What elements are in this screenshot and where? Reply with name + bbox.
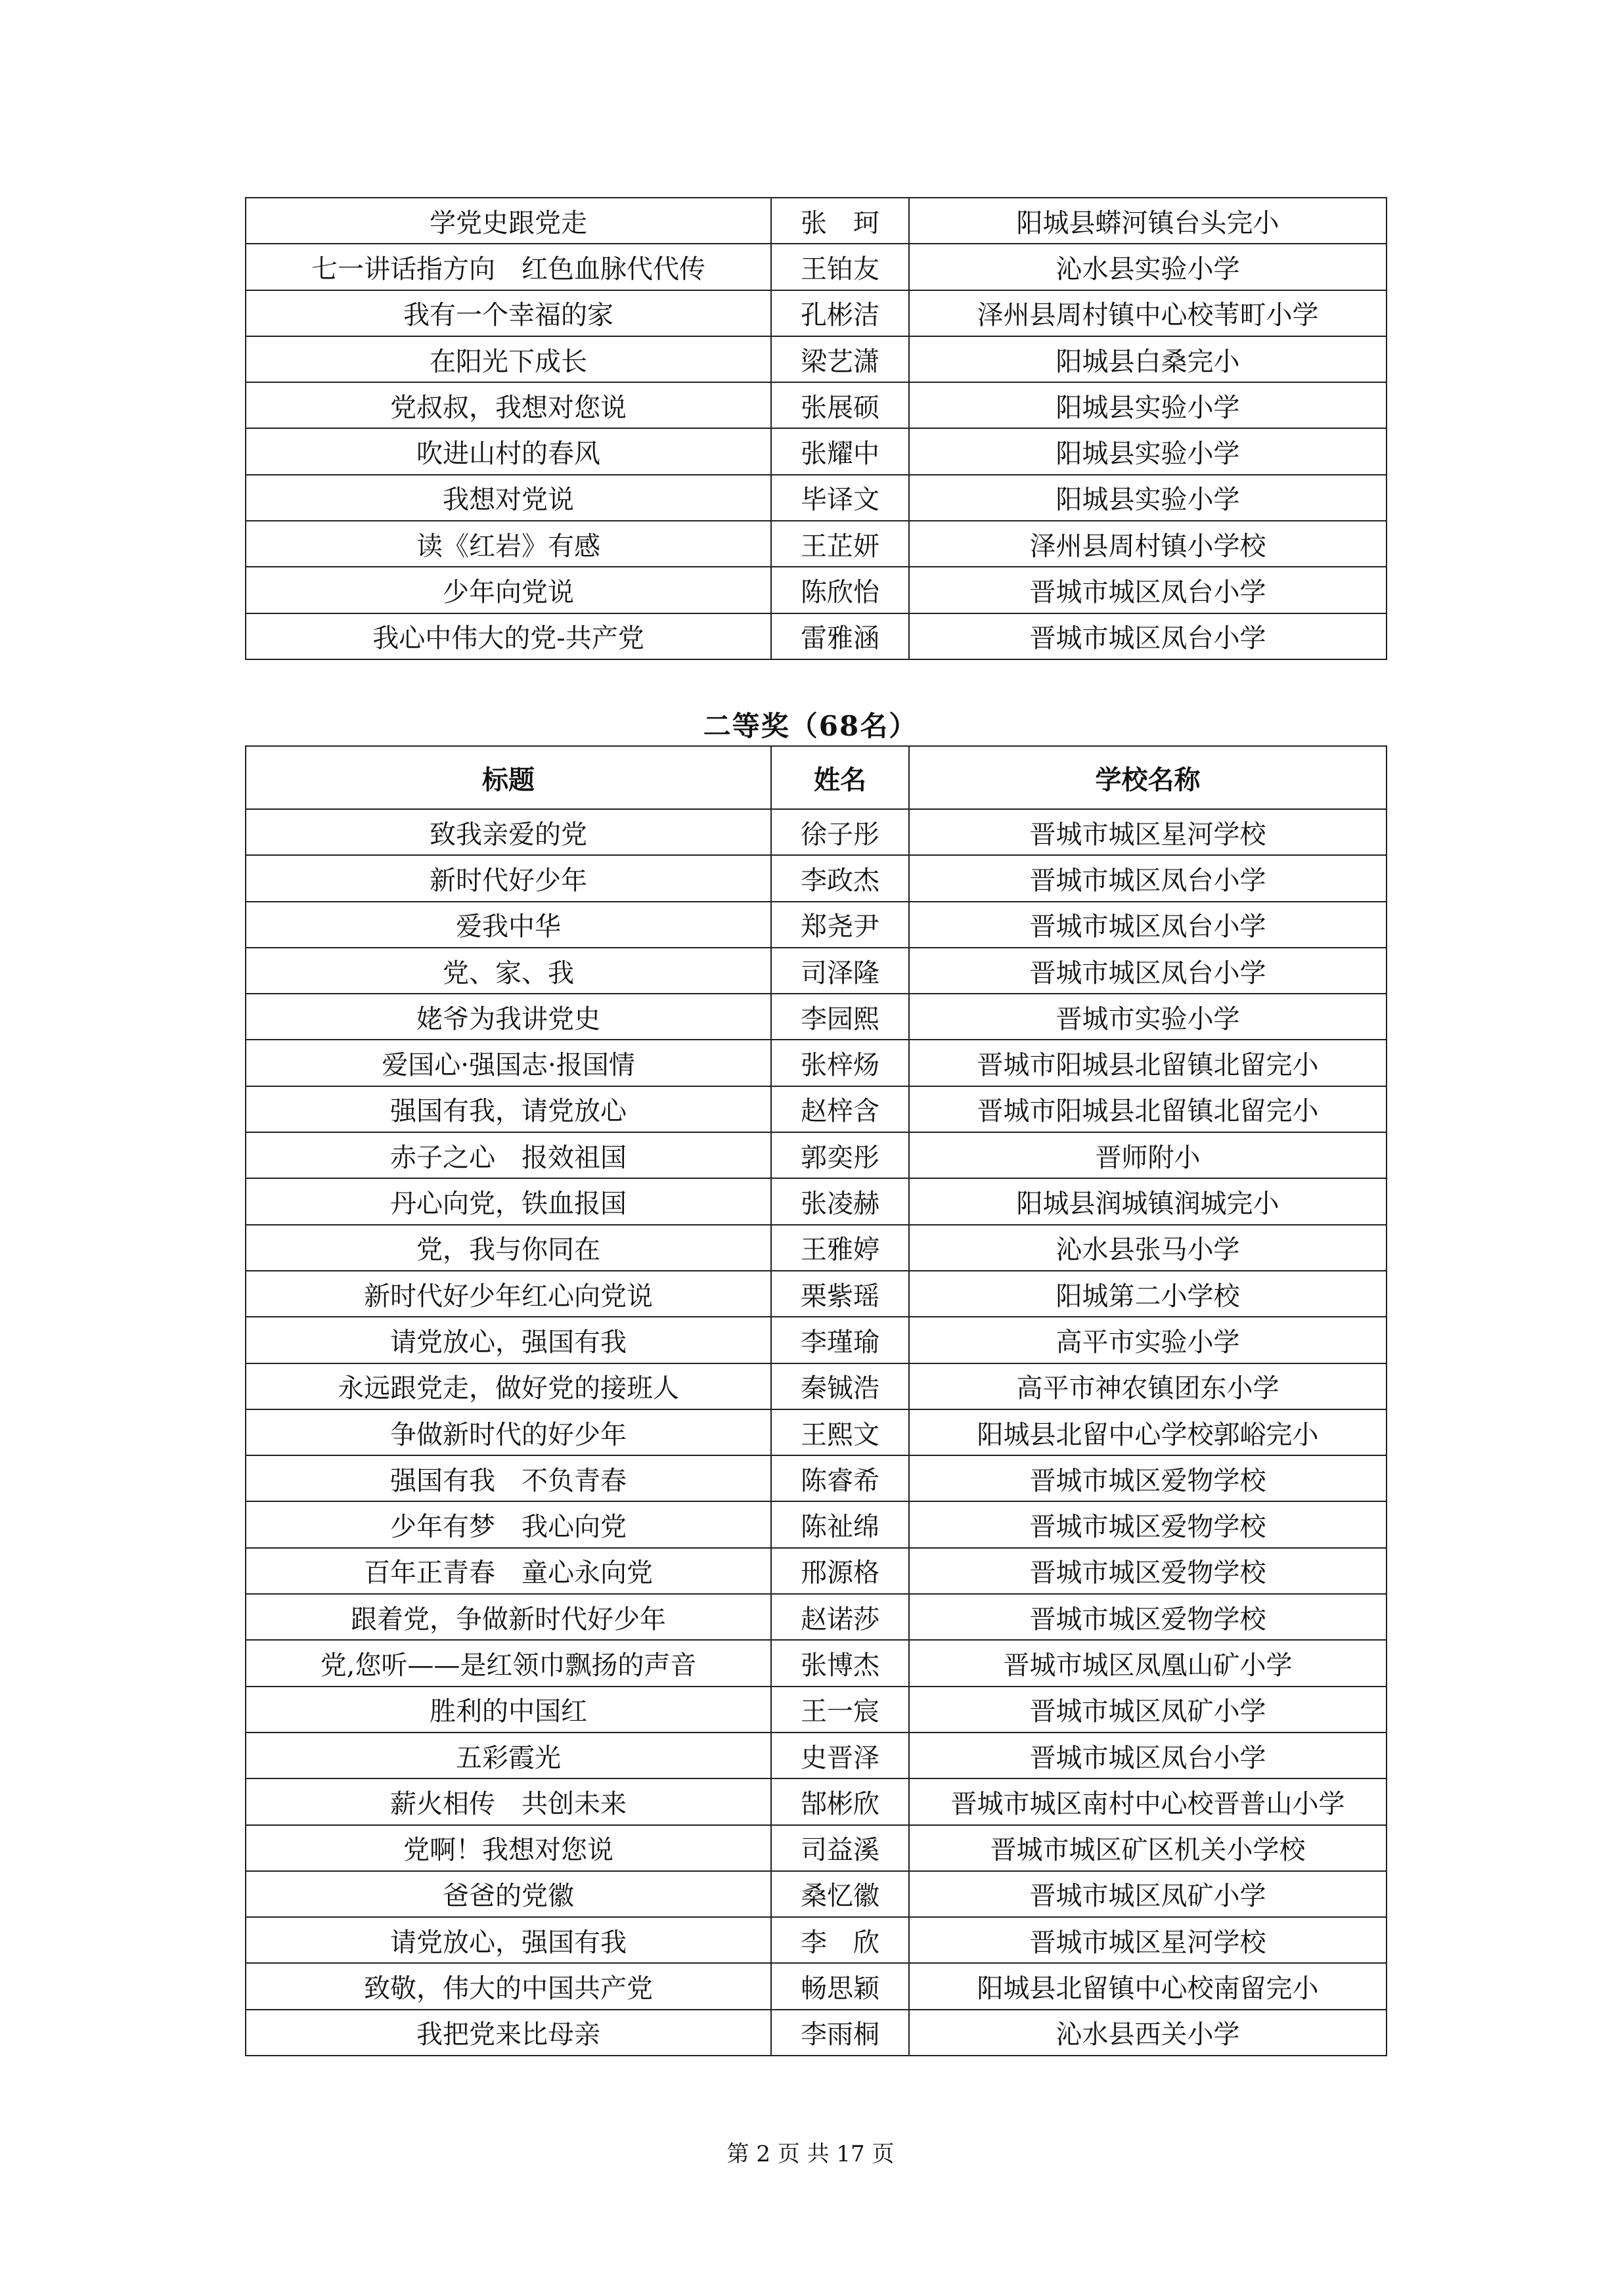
cell-school: 晋城市城区凤台小学 — [909, 567, 1387, 613]
cell-name: 司益溪 — [771, 1825, 909, 1871]
cell-title: 强国有我 不负青春 — [246, 1455, 771, 1501]
cell-name: 陈睿希 — [771, 1455, 909, 1501]
cell-name: 张耀中 — [771, 428, 909, 474]
cell-title: 百年正青春 童心永向党 — [246, 1548, 771, 1594]
cell-name: 邢源格 — [771, 1548, 909, 1594]
cell-school: 阳城县蟒河镇台头完小 — [909, 198, 1387, 244]
cell-title: 爱我中华 — [246, 902, 771, 948]
table-row — [246, 1871, 1387, 1917]
cell-title: 党叔叔，我想对您说 — [246, 382, 771, 428]
cell-school: 阳城县实验小学 — [909, 428, 1387, 474]
cell-name: 孔彬洁 — [771, 290, 909, 336]
cell-title: 致敬，伟大的中国共产党 — [246, 1963, 771, 2009]
cell-school: 晋城市城区星河学校 — [909, 809, 1387, 855]
table-row — [246, 1594, 1387, 1640]
cell-name: 梁艺潇 — [771, 336, 909, 382]
cell-title: 爸爸的党徽 — [246, 1871, 771, 1917]
column-header-title: 标题 — [246, 746, 771, 809]
cell-name: 毕译文 — [771, 475, 909, 521]
cell-name: 赵诺莎 — [771, 1594, 909, 1640]
table-row — [246, 1271, 1387, 1317]
cell-school: 晋城市城区凤凰山矿小学 — [909, 1640, 1387, 1686]
table-row — [246, 198, 1387, 244]
cell-title: 党啊！我想对您说 — [246, 1825, 771, 1871]
cell-title: 爱国心·强国志·报国情 — [246, 1040, 771, 1086]
cell-school: 阳城县北留镇中心校南留完小 — [909, 1963, 1387, 2009]
table-row — [246, 475, 1387, 521]
cell-name: 赵梓含 — [771, 1086, 909, 1132]
table-row — [246, 567, 1387, 613]
cell-title: 丹心向党，铁血报国 — [246, 1178, 771, 1224]
cell-title: 胜利的中国红 — [246, 1687, 771, 1733]
cell-school: 晋城市城区爱物学校 — [909, 1501, 1387, 1547]
cell-school: 高平市实验小学 — [909, 1317, 1387, 1363]
cell-school: 阳城第二小学校 — [909, 1271, 1387, 1317]
cell-title: 学党史跟党走 — [246, 198, 771, 244]
cell-title: 赤子之心 报效祖国 — [246, 1132, 771, 1178]
cell-title: 在阳光下成长 — [246, 336, 771, 382]
table-row — [246, 1733, 1387, 1778]
cell-title: 我有一个幸福的家 — [246, 290, 771, 336]
cell-name: 李 欣 — [771, 1917, 909, 1963]
cell-name: 郑尧尹 — [771, 902, 909, 948]
cell-title: 七一讲话指方向 红色血脉代代传 — [246, 244, 771, 290]
cell-name: 李瑾瑜 — [771, 1317, 909, 1363]
table-header-row — [246, 746, 1387, 809]
cell-name: 王雅婷 — [771, 1225, 909, 1271]
award-table-continued — [245, 197, 1387, 660]
cell-name: 张 珂 — [771, 198, 909, 244]
cell-school: 晋城市阳城县北留镇北留完小 — [909, 1086, 1387, 1132]
table-row — [246, 1178, 1387, 1224]
cell-name: 雷雅涵 — [771, 613, 909, 659]
table-row — [246, 1825, 1387, 1871]
cell-name: 王铂友 — [771, 244, 909, 290]
table-row — [246, 521, 1387, 567]
page-footer: 第 2 页 共 17 页 — [726, 2141, 895, 2167]
cell-school: 沁水县实验小学 — [909, 244, 1387, 290]
cell-title: 党,您听——是红领巾飘扬的声音 — [246, 1640, 771, 1686]
cell-school: 晋城市城区南村中心校晋普山小学 — [909, 1778, 1387, 1824]
cell-school: 泽州县周村镇小学校 — [909, 521, 1387, 567]
cell-school: 晋城市城区凤台小学 — [909, 902, 1387, 948]
cell-title: 我想对党说 — [246, 475, 771, 521]
cell-name: 张展硕 — [771, 382, 909, 428]
table-row — [246, 1086, 1387, 1132]
table-row — [246, 1501, 1387, 1547]
cell-school: 晋城市实验小学 — [909, 994, 1387, 1040]
cell-title: 新时代好少年红心向党说 — [246, 1271, 771, 1317]
cell-title: 我把党来比母亲 — [246, 2010, 771, 2056]
table-row — [246, 1640, 1387, 1686]
cell-title: 强国有我，请党放心 — [246, 1086, 771, 1132]
award-table-continued-body — [246, 198, 1387, 659]
cell-name: 李政杰 — [771, 855, 909, 901]
table-row — [246, 1687, 1387, 1733]
cell-school: 晋城市城区凤台小学 — [909, 855, 1387, 901]
table-row — [246, 1917, 1387, 1963]
cell-title: 读《红岩》有感 — [246, 521, 771, 567]
table-row — [246, 428, 1387, 474]
cell-title: 吹进山村的春风 — [246, 428, 771, 474]
cell-title: 请党放心，强国有我 — [246, 1917, 771, 1963]
cell-school: 晋城市城区矿区机关小学校 — [909, 1825, 1387, 1871]
table-row — [246, 1963, 1387, 2009]
cell-name: 司泽隆 — [771, 948, 909, 994]
cell-school: 晋城市城区凤台小学 — [909, 948, 1387, 994]
cell-school: 晋师附小 — [909, 1132, 1387, 1178]
table-row — [246, 336, 1387, 382]
cell-name: 王一宸 — [771, 1687, 909, 1733]
cell-title: 我心中伟大的党-共产党 — [246, 613, 771, 659]
cell-title: 少年有梦 我心向党 — [246, 1501, 771, 1547]
cell-title: 姥爷为我讲党史 — [246, 994, 771, 1040]
cell-name: 郭奕彤 — [771, 1132, 909, 1178]
cell-name: 张凌赫 — [771, 1178, 909, 1224]
cell-name: 李雨桐 — [771, 2010, 909, 2056]
cell-name: 陈欣怡 — [771, 567, 909, 613]
cell-school: 晋城市城区凤台小学 — [909, 613, 1387, 659]
table-row — [246, 1040, 1387, 1086]
table-row — [246, 382, 1387, 428]
cell-school: 晋城市城区星河学校 — [909, 1917, 1387, 1963]
column-header-name: 姓名 — [771, 746, 909, 809]
cell-name: 郜彬欣 — [771, 1778, 909, 1824]
cell-title: 新时代好少年 — [246, 855, 771, 901]
cell-school: 高平市神农镇团东小学 — [909, 1363, 1387, 1409]
column-header-school: 学校名称 — [909, 746, 1387, 809]
cell-school: 阳城县北留中心学校郭峪完小 — [909, 1409, 1387, 1455]
cell-name: 陈祉绵 — [771, 1501, 909, 1547]
cell-name: 张博杰 — [771, 1640, 909, 1686]
cell-title: 少年向党说 — [246, 567, 771, 613]
table-row — [246, 2010, 1387, 2056]
table-row — [246, 613, 1387, 659]
cell-title: 薪火相传 共创未来 — [246, 1778, 771, 1824]
second-prize-table — [245, 745, 1387, 2056]
table-row — [246, 1132, 1387, 1178]
cell-school: 晋城市城区凤台小学 — [909, 1733, 1387, 1778]
cell-title: 五彩霞光 — [246, 1733, 771, 1778]
cell-school: 阳城县润城镇润城完小 — [909, 1178, 1387, 1224]
cell-school: 晋城市城区爱物学校 — [909, 1455, 1387, 1501]
cell-title: 党、家、我 — [246, 948, 771, 994]
cell-school: 沁水县西关小学 — [909, 2010, 1387, 2056]
cell-school: 阳城县实验小学 — [909, 475, 1387, 521]
cell-name: 畅思颖 — [771, 1963, 909, 2009]
table-row — [246, 244, 1387, 290]
cell-name: 李园熙 — [771, 994, 909, 1040]
cell-title: 永远跟党走，做好党的接班人 — [246, 1363, 771, 1409]
cell-school: 沁水县张马小学 — [909, 1225, 1387, 1271]
cell-school: 晋城市阳城县北留镇北留完小 — [909, 1040, 1387, 1086]
cell-title: 跟着党，争做新时代好少年 — [246, 1594, 771, 1640]
cell-school: 阳城县实验小学 — [909, 382, 1387, 428]
second-prize-heading: 二等奖（68名） — [703, 710, 918, 742]
cell-title: 党，我与你同在 — [246, 1225, 771, 1271]
second-prize-table-body — [246, 809, 1387, 2056]
table-row — [246, 1455, 1387, 1501]
cell-title: 请党放心，强国有我 — [246, 1317, 771, 1363]
cell-school: 晋城市城区爱物学校 — [909, 1594, 1387, 1640]
table-row — [246, 902, 1387, 948]
table-row — [246, 1225, 1387, 1271]
table-row — [246, 1363, 1387, 1409]
cell-name: 张梓炀 — [771, 1040, 909, 1086]
cell-name: 史晋泽 — [771, 1733, 909, 1778]
cell-school: 晋城市城区爱物学校 — [909, 1548, 1387, 1594]
cell-name: 栗紫瑶 — [771, 1271, 909, 1317]
cell-name: 王芷妍 — [771, 521, 909, 567]
table-row — [246, 948, 1387, 994]
cell-name: 王熙文 — [771, 1409, 909, 1455]
cell-title: 致我亲爱的党 — [246, 809, 771, 855]
table-row — [246, 1778, 1387, 1824]
table-row — [246, 290, 1387, 336]
table-row — [246, 1548, 1387, 1594]
cell-name: 桑忆徽 — [771, 1871, 909, 1917]
table-row — [246, 994, 1387, 1040]
table-row — [246, 855, 1387, 901]
cell-name: 秦铖浩 — [771, 1363, 909, 1409]
cell-school: 泽州县周村镇中心校苇町小学 — [909, 290, 1387, 336]
cell-title: 争做新时代的好少年 — [246, 1409, 771, 1455]
cell-school: 晋城市城区凤矿小学 — [909, 1687, 1387, 1733]
table-row — [246, 1409, 1387, 1455]
cell-school: 阳城县白桑完小 — [909, 336, 1387, 382]
table-row — [246, 809, 1387, 855]
table-row — [246, 1317, 1387, 1363]
cell-name: 徐子彤 — [771, 809, 909, 855]
cell-school: 晋城市城区凤矿小学 — [909, 1871, 1387, 1917]
